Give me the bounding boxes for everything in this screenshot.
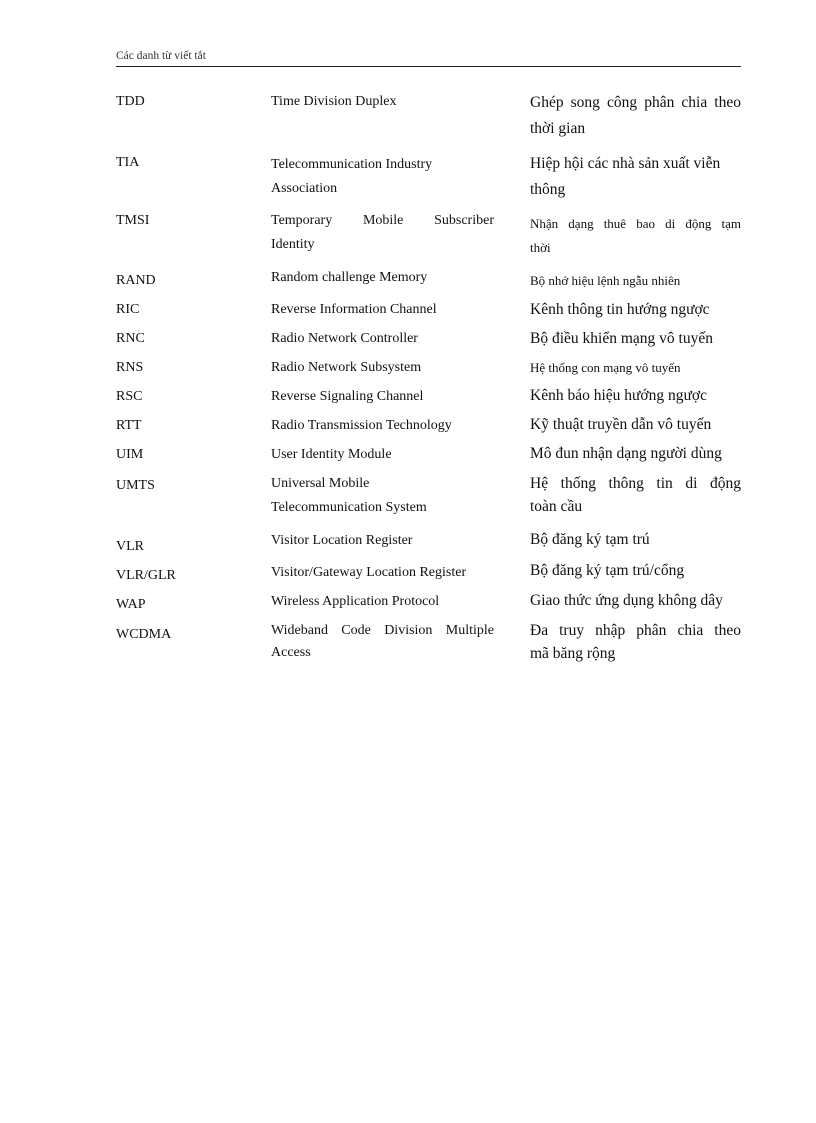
vietnamese-meaning: Kỹ thuật truyền dẫn vô tuyến: [530, 416, 712, 433]
vietnamese-meaning: Hệ thống con mạng vô tuyến: [530, 360, 681, 375]
vietnamese-meaning: Bộ điều khiển mạng vô tuyến: [530, 330, 713, 347]
full-term: [271, 472, 494, 520]
abbreviation: RTT: [116, 418, 142, 433]
vietnamese-meaning: [530, 619, 741, 665]
full-term: Random challenge Memory: [271, 270, 428, 285]
meaning-line: Nhận dạng thuê bao di động tạm: [530, 216, 741, 231]
full-term: User Identity Module: [271, 447, 392, 462]
vietnamese-meaning: Kênh thông tin hướng ngược: [530, 301, 710, 318]
term-line: Universal Mobile: [271, 476, 370, 491]
full-term: Radio Network Controller: [271, 331, 418, 346]
vietnamese-meaning: Bộ đăng ký tạm trú/cổng: [530, 562, 685, 579]
abbreviation: TIA: [116, 155, 140, 170]
abbreviation: RIC: [116, 302, 140, 317]
meaning-line: Hiệp hội các nhà sản xuất viễn: [530, 155, 721, 172]
full-term: Radio Transmission Technology: [271, 418, 452, 433]
abbreviation: VLR: [116, 539, 144, 554]
full-term: Reverse Signaling Channel: [271, 389, 424, 404]
abbreviation: RAND: [116, 273, 156, 288]
meaning-line: thời gian: [530, 120, 586, 137]
vietnamese-meaning: Bộ đăng ký tạm trú: [530, 531, 650, 548]
vietnamese-meaning: Mô đun nhận dạng người dùng: [530, 445, 722, 462]
meaning-line: Hệ thống thông tin di động: [530, 475, 741, 492]
term-line: Access: [271, 645, 311, 660]
meaning-line: Đa truy nhập phân chia theo: [530, 622, 741, 639]
full-term: Radio Network Subsystem: [271, 360, 422, 375]
abbreviation: TDD: [116, 94, 145, 109]
abbreviation: WAP: [116, 597, 146, 612]
abbreviation: UIM: [116, 447, 144, 462]
meaning-line: toàn cầu: [530, 498, 583, 515]
full-term: [271, 153, 494, 201]
vietnamese-meaning: Giao thức ứng dụng không dây: [530, 592, 723, 609]
vietnamese-meaning: [530, 472, 741, 518]
vietnamese-meaning: Kênh báo hiệu hướng ngược: [530, 387, 707, 404]
vietnamese-meaning: Bộ nhớ hiệu lệnh ngẫu nhiên: [530, 273, 681, 288]
meaning-line: mã băng rộng: [530, 645, 616, 662]
full-term: Time Division Duplex: [271, 94, 397, 109]
term-line: Identity: [271, 237, 315, 252]
full-term: Reverse Information Channel: [271, 302, 437, 317]
full-term: Visitor/Gateway Location Register: [271, 565, 467, 580]
vietnamese-meaning: [530, 90, 741, 142]
full-term: [271, 620, 494, 664]
full-term: Wireless Application Protocol: [271, 594, 440, 609]
abbreviation: UMTS: [116, 478, 155, 493]
page-header-title: Các danh từ viết tắt: [116, 50, 206, 62]
meaning-line: thông: [530, 181, 566, 198]
abbreviation: TMSI: [116, 213, 150, 228]
abbreviation: VLR/GLR: [116, 568, 176, 583]
meaning-line: thời: [530, 240, 551, 255]
vietnamese-meaning: [530, 212, 741, 260]
page-header: [116, 49, 741, 67]
abbreviation: RNC: [116, 331, 145, 346]
abbreviation: RNS: [116, 360, 144, 375]
vietnamese-meaning: [530, 151, 741, 203]
term-line: Wideband Code Division Multiple: [271, 623, 494, 638]
term-line: Telecommunication System: [271, 500, 427, 515]
meaning-line: Ghép song công phân chia theo: [530, 94, 741, 111]
term-line: Telecommunication Industry: [271, 157, 433, 172]
full-term: [271, 209, 494, 257]
abbreviation: RSC: [116, 389, 143, 404]
term-line: Association: [271, 181, 338, 196]
abbreviation: WCDMA: [116, 627, 172, 642]
full-term: Visitor Location Register: [271, 533, 413, 548]
term-line: Temporary Mobile Subscriber: [271, 213, 494, 228]
